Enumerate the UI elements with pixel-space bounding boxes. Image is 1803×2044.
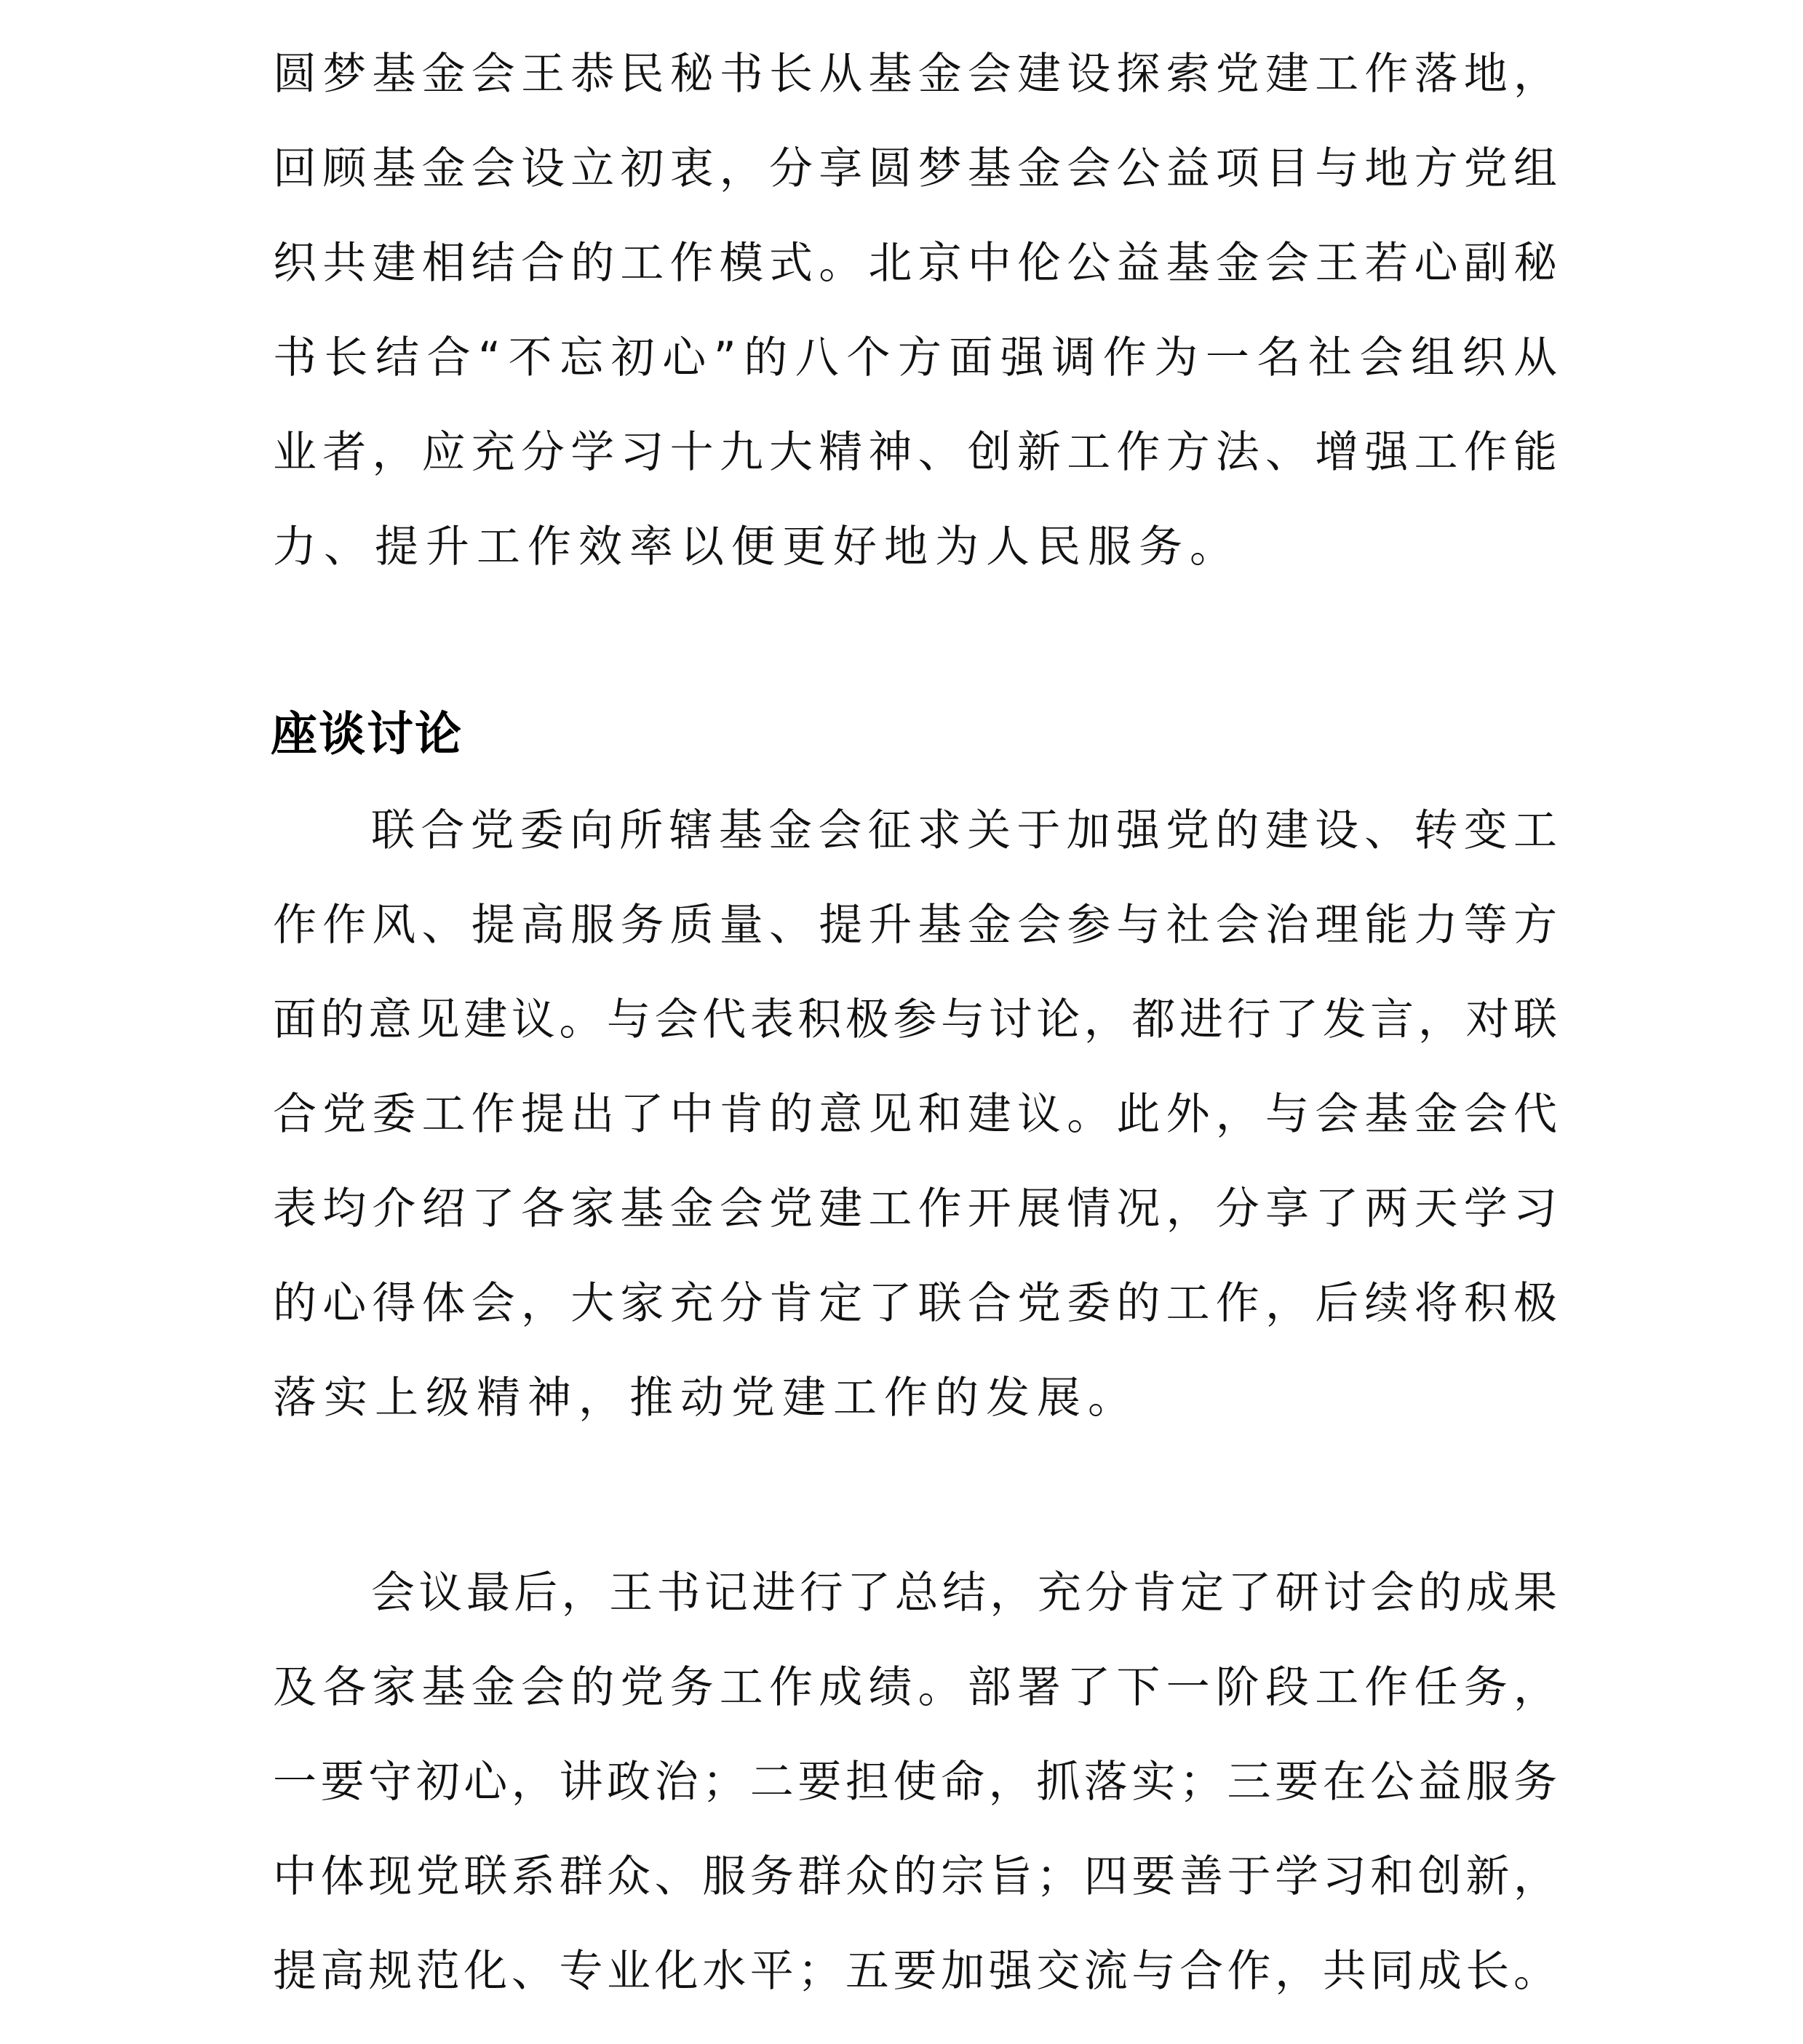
paragraph-3-line-1: 会议最后，王书记进行了总结，充分肯定了研讨会的成果 [371, 1568, 1557, 1618]
paragraph-1-line-2: 回顾基金会设立初衷，分享圆梦基金会公益项目与地方党组 [273, 143, 1557, 194]
paragraph-2-line-3: 面的意见建议。与会代表积极参与讨论，都进行了发言，对联 [273, 994, 1557, 1045]
section-heading: 座谈讨论 [271, 708, 463, 762]
paragraph-1-line-4: 书长结合“不忘初心”的八个方面强调作为一名社会组织从 [273, 332, 1557, 383]
paragraph-3-line-3: 一要守初心，讲政治；二要担使命，抓落实；三要在公益服务 [273, 1757, 1557, 1808]
paragraph-3-line-5: 提高规范化、专业化水平；五要加强交流与合作，共同成长。 [273, 1946, 1557, 1997]
paragraph-2-line-1: 联合党委向所辖基金会征求关于加强党的建设、转变工 [371, 805, 1557, 856]
paragraph-2-line-7: 落实上级精神，推动党建工作的发展。 [273, 1373, 1139, 1424]
paragraph-2-line-6: 的心得体会，大家充分肯定了联合党委的工作，后续将积极 [273, 1278, 1557, 1329]
paragraph-3-line-2: 及各家基金会的党务工作成绩。部署了下一阶段工作任务， [273, 1662, 1557, 1713]
paragraph-1-line-5: 业者，应充分学习十九大精神、创新工作方法、增强工作能 [273, 427, 1557, 478]
paragraph-2-line-4: 合党委工作提出了中肯的意见和建议。此外，与会基金会代 [273, 1089, 1557, 1140]
paragraph-2-line-5: 表均介绍了各家基金会党建工作开展情况，分享了两天学习 [273, 1183, 1557, 1234]
paragraph-1-line-6: 力、提升工作效率以便更好地为人民服务。 [273, 522, 1241, 572]
paragraph-2-line-2: 作作风、提高服务质量、提升基金会参与社会治理能力等方 [273, 900, 1557, 951]
paragraph-3-line-4: 中体现党联系群众、服务群众的宗旨；四要善于学习和创新， [273, 1851, 1557, 1902]
paragraph-1-line-1: 圆梦基金会王恭民秘书长从基金会建设探索党建工作落地， [273, 49, 1557, 100]
paragraph-1-line-3: 织共建相结合的工作模式。北京中伦公益基金会王若心副秘 [273, 238, 1557, 289]
